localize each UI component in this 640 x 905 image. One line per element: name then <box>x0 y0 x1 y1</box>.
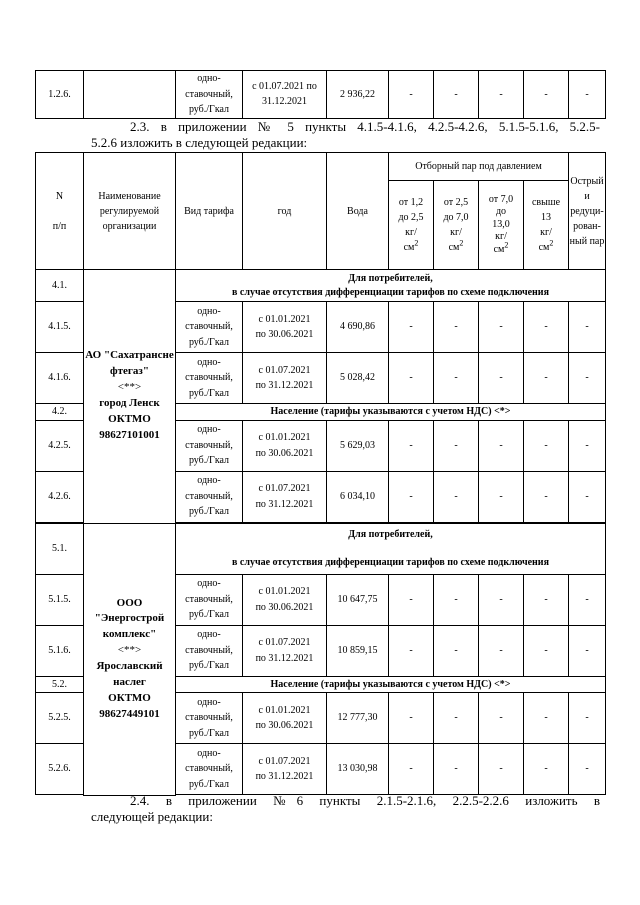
table-row: 5.1. ООО "Энергострой комплекс" <**> Ярославский наслег ОКТМО 98627449101 Для потребителей, в случае отсутствия дифференциации тарифов по схеме подключения <box>36 523 606 574</box>
table-row: 4.2. Население (тарифы указываются с учетом НДС) <*> <box>36 404 606 421</box>
period: с 01.07.2021 по 31.12.2021 <box>243 71 327 119</box>
table-row: 5.2. Население (тарифы указываются с учетом НДС) <*> <box>36 676 606 693</box>
header-row <box>36 153 606 181</box>
table-row: 4.1. АО "Сахатрансне фтегаз" <**> город Ленск ОКТМО 98627101001 Для потребителей, в случае отсутствия дифференциации тарифов по схеме подключения <box>36 270 606 302</box>
table-row: 5.1.6. одно- ставочный, руб./Гкал с 01.07.2021 по 31.12.2021 10 859,15 - - - - - <box>36 625 606 676</box>
header-pressure-3: от 7,0 до 13,0 кг/ $см^2$ <box>479 181 524 270</box>
paragraph-2-4-cont: следующей редакции: <box>91 809 213 824</box>
header-pressure-2: от 2,5 до 7,0 кг/ $см^2$ <box>434 181 479 270</box>
group-title: Население (тарифы указываются с учетом НДС) <*> <box>176 404 606 421</box>
header-pressure-1: от 1,2 до 2,5 кг/ $см^2$ <box>389 181 434 270</box>
table-row: 1.2.6. одно- ставочный, руб./Гкал с 01.07.2021 по 31.12.2021 2 936,22 - - - - - <box>36 71 606 119</box>
header-organization: Наименование регулируемой организации <box>84 153 176 270</box>
table-row: 4.1.6. одно- ставочный, руб./Гкал с 01.07.2021 по 31.12.2021 5 028,42 - - - - - <box>36 353 606 404</box>
header-pressure-4: свыше 13 кг/ $см^2$ <box>524 181 569 270</box>
group-title: Для потребителей, в случае отсутствия дифференциации тарифов по схеме подключения <box>176 270 606 302</box>
table-row: 4.2.6. одно- ставочный, руб./Гкал с 01.07.2021 по 31.12.2021 6 034,10 - - - - - <box>36 471 606 522</box>
group-title: Население (тарифы указываются с учетом НДС) <*> <box>176 676 606 693</box>
group-title: Для потребителей, в случае отсутствия дифференциации тарифов по схеме подключения <box>176 523 606 574</box>
organization-cell: ООО "Энергострой комплекс" <**> Ярославский наслег ОКТМО 98627449101 <box>84 523 176 796</box>
organization-cell: АО "Сахатрансне фтегаз" <**> город Ленск ОКТМО 98627101001 <box>84 270 176 524</box>
tariff-type: одно- ставочный, руб./Гкал <box>176 71 243 119</box>
paragraph-2-3-cont: 5.2.6 изложить в следующей редакции: <box>91 135 308 150</box>
header-number: N п/п <box>36 153 84 270</box>
row-number: 1.2.6. <box>36 71 84 119</box>
paragraph-2-4: 2.4. в приложении №6 пункты 2.1.5-2.1.6, 2.2.5-2.2.6 изложить в <box>130 793 600 808</box>
previous-table-fragment <box>35 70 606 119</box>
header-water: Вода <box>327 153 389 270</box>
table-row: 5.1.5. одно- ставочный, руб./Гкал с 01.01.2021 по 30.06.2021 10 647,75 - - - - - <box>36 574 606 625</box>
header-sharp-steam: Острый и редуци-рован-ный пар <box>569 153 606 270</box>
header-year: год <box>243 153 327 270</box>
table-row: 4.1.5. одно- ставочный, руб./Гкал с 01.01.2021 по 30.06.2021 4 690,86 - - - - - <box>36 302 606 353</box>
water-value: 2 936,22 <box>327 71 389 119</box>
tariff-table <box>35 152 606 796</box>
table-row: 5.2.5. одно- ставочный, руб./Гкал с 01.01.2021 по 30.06.2021 12 777,30 - - - - - <box>36 693 606 744</box>
header-tariff-type: Вид тарифа <box>176 153 243 270</box>
table-row: 5.2.6. одно- ставочный, руб./Гкал с 01.07.2021 по 31.12.2021 13 030,98 - - - - - <box>36 744 606 795</box>
header-steam: Отборный пар под давлением <box>389 153 569 181</box>
table-row: 4.2.5. одно- ставочный, руб./Гкал с 01.01.2021 по 30.06.2021 5 629,03 - - - - - <box>36 420 606 471</box>
paragraph-2-3: 2.3. в приложении № 5 пункты 4.1.5-4.1.6, 4.2.5-4.2.6, 5.1.5-5.1.6, 5.2.5- <box>130 119 600 134</box>
